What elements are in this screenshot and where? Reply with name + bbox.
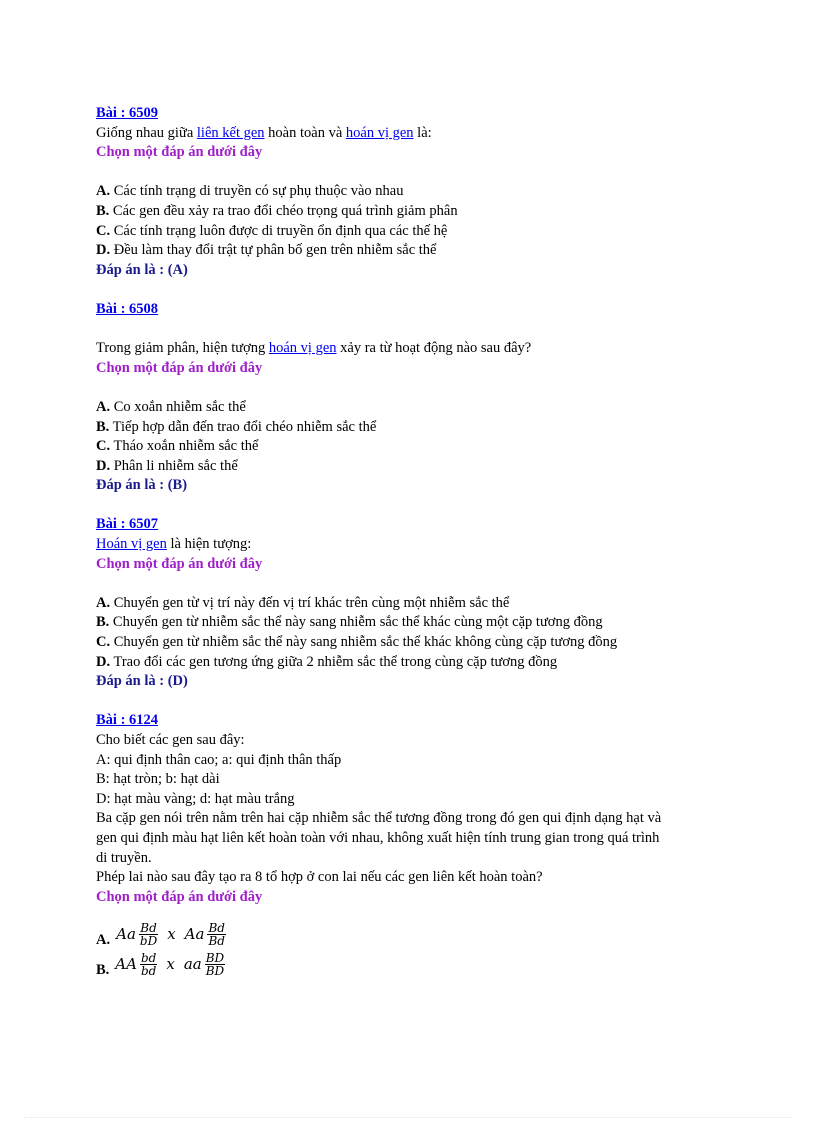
- prompt-text: xảy ra từ hoạt động nào sau đây?: [336, 340, 532, 357]
- fraction-numerator: bd: [140, 951, 157, 966]
- choose-instruction: Chọn một đáp án dưới đây: [96, 555, 263, 572]
- question-6509: [96, 104, 736, 280]
- term-link[interactable]: liên kết gen: [196, 124, 265, 141]
- option-text: Các gen đều xảy ra trao đổi chéo trọng quá trình giảm phân: [109, 202, 458, 219]
- question-title-link[interactable]: Bài : 6124: [96, 712, 159, 729]
- prompt-text: Giống nhau giữa: [96, 124, 197, 141]
- prompt-line: di truyền.: [96, 849, 152, 866]
- option-c: [96, 437, 736, 457]
- cross-symbol: x: [166, 955, 175, 974]
- option-label: D.: [96, 242, 111, 259]
- formula-option-a: [96, 921, 736, 949]
- option-text: Phân li nhiễm sắc thể: [110, 457, 238, 474]
- answer-line: Đáp án là : (A): [96, 261, 188, 278]
- question-prompt: [96, 535, 736, 555]
- option-text: Chuyển gen từ nhiễm sắc thể này sang nhiễm sắc thể khác không cùng cặp tương đồng: [110, 634, 618, 651]
- option-text: Co xoắn nhiễm sắc thể: [110, 398, 246, 415]
- question-6124: [96, 711, 736, 977]
- genotype-formula: [116, 922, 226, 947]
- term-link[interactable]: Hoán vị gen: [96, 536, 167, 553]
- term-link[interactable]: hoán vị gen: [268, 340, 337, 357]
- formula-prefix: aa: [183, 955, 202, 974]
- fraction-denominator: bD: [139, 934, 158, 949]
- fraction-numerator: Bd: [140, 921, 157, 936]
- option-text: Chuyển gen từ vị trí này đến vị trí khác trên cùng một nhiễm sắc thể: [110, 594, 510, 611]
- option-b: [96, 418, 736, 438]
- option-text: Trao đổi các gen tương ứng giữa 2 nhiễm sắc thể trong cùng cặp tương đồng: [110, 653, 558, 670]
- option-b: [96, 613, 736, 633]
- question-title-link[interactable]: Bài : 6509: [96, 105, 159, 121]
- option-a: [96, 182, 736, 202]
- fraction-denominator: bd: [140, 964, 157, 979]
- formula-fraction: [205, 952, 225, 977]
- option-a: [96, 398, 736, 418]
- formula-fraction: [207, 922, 226, 947]
- prompt-line: D: hạt màu vàng; d: hạt màu trắng: [96, 790, 295, 807]
- prompt-line: Ba cặp gen nói trên nằm trên hai cặp nhiễm sắc thể tương đồng trong đó gen qui định dạng hạt và: [96, 810, 662, 827]
- cross-symbol: x: [167, 925, 176, 944]
- prompt-text: là hiện tượng:: [166, 536, 252, 553]
- genotype-formula: [115, 952, 225, 977]
- prompt-line: A: qui định thân cao; a: qui định thân thấp: [96, 751, 342, 768]
- fraction-denominator: BD: [205, 964, 225, 979]
- formula-prefix: AA: [115, 955, 137, 974]
- question-title-link[interactable]: Bài : 6508: [96, 300, 159, 317]
- option-label: C.: [96, 634, 111, 651]
- fraction-numerator: BD: [205, 951, 225, 966]
- option-label: B.: [96, 418, 110, 435]
- option-text: Đều làm thay đổi trật tự phân bố gen trên nhiễm sắc thể: [110, 242, 437, 259]
- option-label: A.: [96, 931, 111, 948]
- fraction-numerator: Bd: [208, 921, 225, 936]
- option-label: D.: [96, 457, 111, 474]
- option-label: A.: [96, 594, 111, 611]
- option-text: Tiếp hợp dẫn đến trao đổi chéo nhiễm sắc thể: [109, 418, 377, 435]
- option-label: B.: [96, 202, 110, 219]
- prompt-text: hoàn toàn và: [264, 124, 346, 141]
- document-page: [96, 104, 736, 977]
- choose-instruction: Chọn một đáp án dưới đây: [96, 144, 263, 161]
- formula-fraction: [139, 922, 158, 947]
- option-c: [96, 633, 736, 653]
- option-d: [96, 457, 736, 477]
- option-text: Tháo xoắn nhiễm sắc thể: [110, 438, 259, 455]
- page-bottom-divider: [24, 1117, 792, 1118]
- option-text: Các tính trạng luôn được di truyền ổn định qua các thế hệ: [110, 222, 448, 239]
- question-6507: [96, 515, 736, 691]
- question-prompt: [96, 124, 736, 144]
- prompt-line: Phép lai nào sau đây tạo ra 8 tổ hợp ở con lai nếu các gen liên kết hoàn toàn?: [96, 869, 543, 886]
- option-label: A.: [96, 183, 111, 200]
- option-text: Các tính trạng di truyền có sự phụ thuộc vào nhau: [110, 183, 404, 200]
- option-d: [96, 653, 736, 673]
- option-text: Chuyển gen từ nhiễm sắc thể này sang nhiễm sắc thể khác cùng một cặp tương đồng: [109, 614, 603, 631]
- formula-fraction: [140, 952, 157, 977]
- prompt-text: Trong giảm phân, hiện tượng: [96, 340, 269, 357]
- question-title-link[interactable]: Bài : 6507: [96, 516, 159, 533]
- fraction-denominator: Bd: [208, 934, 225, 949]
- option-label: C.: [96, 438, 111, 455]
- prompt-line: B: hạt tròn; b: hạt dài: [96, 771, 220, 788]
- answer-line: Đáp án là : (B): [96, 477, 188, 494]
- prompt-line: gen qui định màu hạt liên kết hoàn toàn với nhau, không xuất hiện tính trung gian trong quá trình: [96, 829, 660, 846]
- option-label: B.: [96, 614, 110, 631]
- prompt-line: Cho biết các gen sau đây:: [96, 732, 245, 748]
- option-c: [96, 222, 736, 242]
- answer-line: Đáp án là : (D): [96, 673, 188, 690]
- option-label: B.: [96, 961, 110, 978]
- option-label: A.: [96, 398, 111, 415]
- prompt-text: là:: [413, 124, 432, 141]
- option-b: [96, 202, 736, 222]
- option-label: D.: [96, 653, 111, 670]
- choose-instruction: Chọn một đáp án dưới đây: [96, 888, 263, 905]
- option-label: C.: [96, 222, 111, 239]
- option-d: [96, 241, 736, 261]
- question-prompt: [96, 339, 736, 359]
- term-link[interactable]: hoán vị gen: [345, 124, 414, 141]
- question-6508: [96, 300, 736, 496]
- choose-instruction: Chọn một đáp án dưới đây: [96, 359, 263, 376]
- option-a: [96, 594, 736, 614]
- formula-prefix: Aa: [184, 925, 205, 944]
- formula-option-b: [96, 951, 736, 979]
- formula-prefix: Aa: [116, 925, 136, 944]
